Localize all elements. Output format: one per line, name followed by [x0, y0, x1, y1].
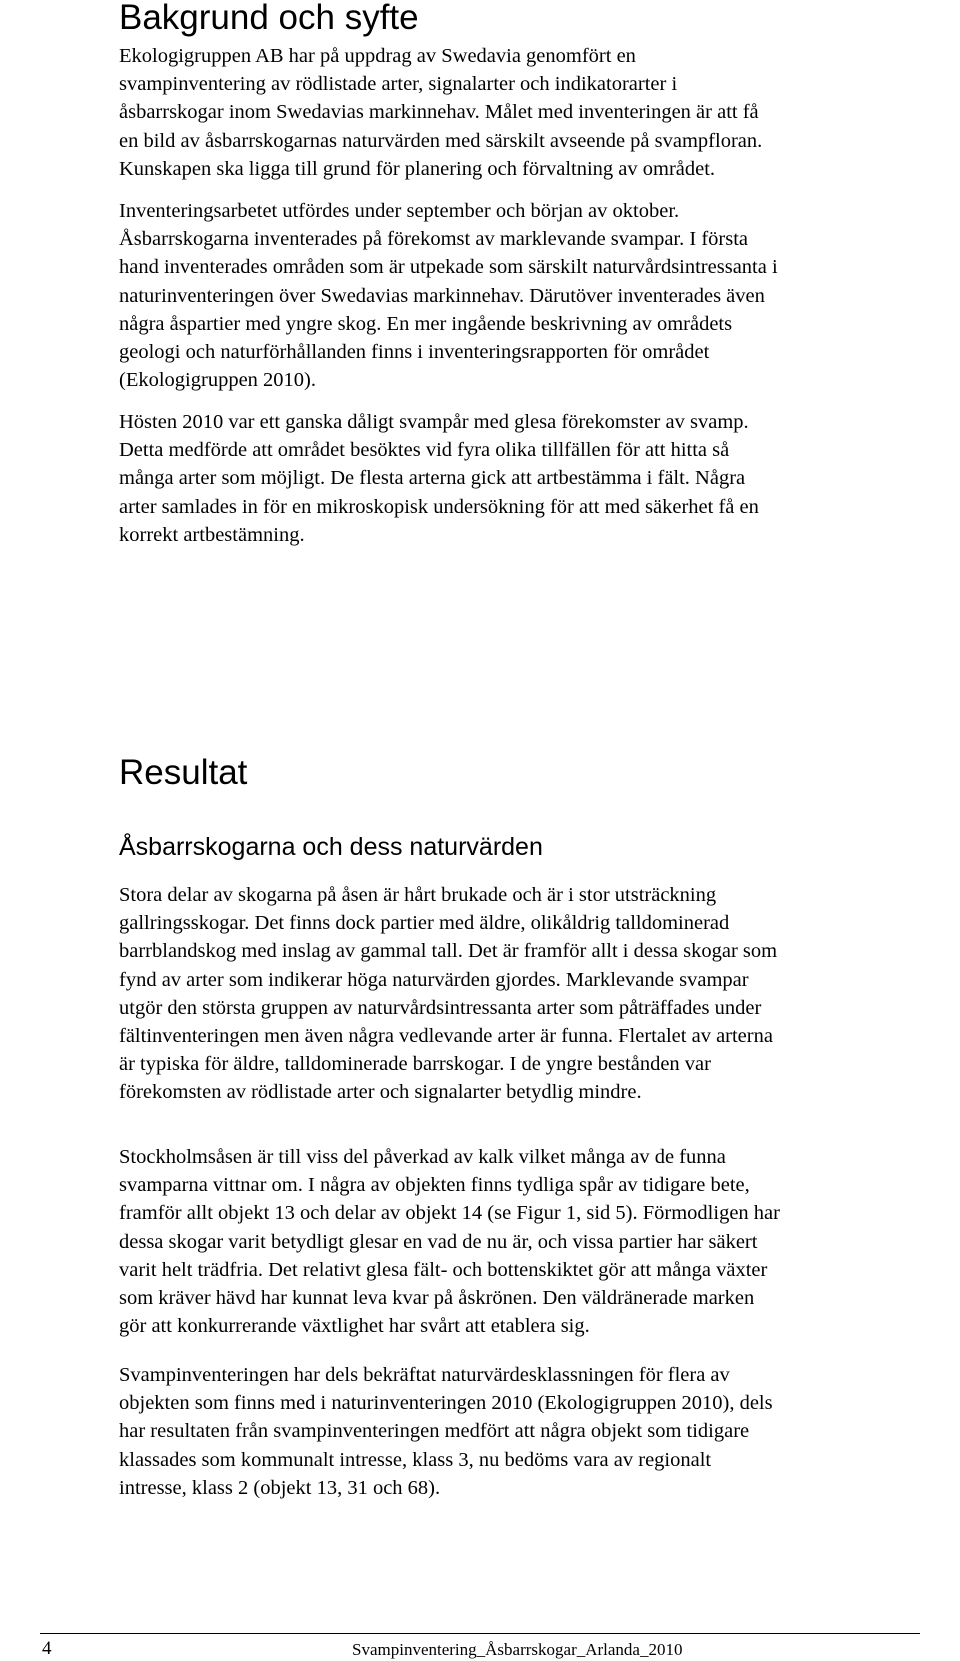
section-heading-resultat: Resultat [119, 753, 248, 792]
paragraph-bakgrund-3 [119, 408, 919, 549]
text-line: intresse, klass 2 (objekt 13, 31 och 68). [119, 1476, 441, 1499]
paragraph-bakgrund-1 [119, 42, 919, 183]
text-line: svampinventering av rödlistade arter, signalarter och indikatorarter i [119, 73, 678, 96]
footer-divider [40, 1633, 920, 1634]
text-line: åsbarrskogar inom Swedavias markinnehav. Målet med inventeringen är att få [119, 101, 759, 124]
text-line: är typiska för äldre, talldominerade barrskogar. I de yngre bestånden var [119, 1053, 711, 1076]
text-line: gör att konkurrerande växtlighet har svårt att etablera sig. [119, 1315, 590, 1338]
page-number: 4 [42, 1638, 52, 1659]
text-line: objekten som finns med i naturinventeringen 2010 (Ekologigruppen 2010), dels [119, 1392, 773, 1415]
text-line: Svampinventeringen har dels bekräftat naturvärdesklassningen för flera av [119, 1364, 730, 1386]
text-line: en bild av åsbarrskogarnas naturvärden med särskilt avseende på svampfloran. [119, 129, 763, 152]
paragraph-resultat-1 [119, 881, 919, 1107]
text-line: förekomsten av rödlistade arter och signalarter betydlig mindre. [119, 1081, 642, 1104]
text-line: fynd av arter som indikerar höga naturvärden gjordes. Marklevande svampar [119, 968, 749, 991]
text-line: Ekologigruppen AB har på uppdrag av Swedavia genomfört en [119, 45, 636, 67]
paragraph-resultat-3 [119, 1361, 919, 1502]
text-line: svamparna vittnar om. I några av objekten finns tydliga spår av tidigare bete, [119, 1174, 750, 1197]
section-heading-bakgrund: Bakgrund och syfte [119, 0, 419, 37]
text-line: klassades som kommunalt intresse, klass 3, nu bedöms vara av regionalt [119, 1448, 712, 1471]
text-line: som kräver hävd har kunnat leva kvar på åskrönen. Den väldränerade marken [119, 1287, 755, 1310]
subheading-asbarrskogarna: Åsbarrskogarna och dess naturvärden [119, 833, 543, 861]
text-line: hand inventerades områden som är utpekade som särskilt naturvårdsintressanta i [119, 256, 778, 279]
text-line: Åsbarrskogarna inventerades på förekomst av marklevande svampar. I första [119, 228, 749, 251]
text-line: (Ekologigruppen 2010). [119, 369, 316, 392]
text-line: utgör den största gruppen av naturvårdsintressanta arter som påträffades under [119, 996, 762, 1019]
paragraph-bakgrund-2 [119, 197, 919, 394]
text-line: Stora delar av skogarna på åsen är hårt brukade och är i stor utsträckning [119, 884, 717, 906]
text-line: Hösten 2010 var ett ganska dåligt svampår med glesa förekomster av svamp. [119, 411, 749, 433]
text-line: varit helt trädfria. Det relativt glesa fält- och bottenskiktet gör att många växter [119, 1258, 768, 1281]
text-line: har resultaten från svampinventeringen medfört att några objekt som tidigare [119, 1420, 750, 1443]
text-line: fältinventeringen men även några vedlevande arter är funna. Flertalet av arterna [119, 1025, 773, 1048]
footer-filename: Svampinventering_Åsbarrskogar_Arlanda_2010 [352, 1640, 683, 1659]
text-line: några åspartier med yngre skog. En mer ingående beskrivning av områdets [119, 312, 733, 335]
text-line: korrekt artbestämning. [119, 523, 305, 546]
text-line: Kunskapen ska ligga till grund för planering och förvaltning av området. [119, 157, 716, 180]
text-line: Inventeringsarbetet utfördes under september och början av oktober. [119, 200, 680, 222]
text-line: arter samlades in för en mikroskopisk undersökning för att med säkerhet få en [119, 495, 759, 518]
text-line: gallringsskogar. Det finns dock partier med äldre, olikåldrig talldominerad [119, 912, 730, 935]
text-line: Stockholmsåsen är till viss del påverkad av kalk vilket många av de funna [119, 1146, 726, 1168]
text-line: många arter som möjligt. De flesta arterna gick att artbestämma i fält. Några [119, 467, 746, 490]
text-line: Detta medförde att området besöktes vid fyra olika tillfällen för att hitta så [119, 439, 730, 462]
paragraph-resultat-2 [119, 1143, 919, 1340]
text-line: geologi och naturförhållanden finns i inventeringsrapporten för området [119, 341, 710, 364]
text-line: naturinventeringen över Swedavias markinnehav. Därutöver inventerades även [119, 284, 765, 307]
text-line: dessa skogar varit betydligt glesar en vad de nu är, och vissa partier har säkert [119, 1230, 758, 1253]
text-line: framför allt objekt 13 och delar av objekt 14 (se Figur 1, sid 5). Förmodligen har [119, 1202, 780, 1225]
text-line: barrblandskog med inslag av gammal tall. Det är framför allt i dessa skogar som [119, 940, 778, 963]
